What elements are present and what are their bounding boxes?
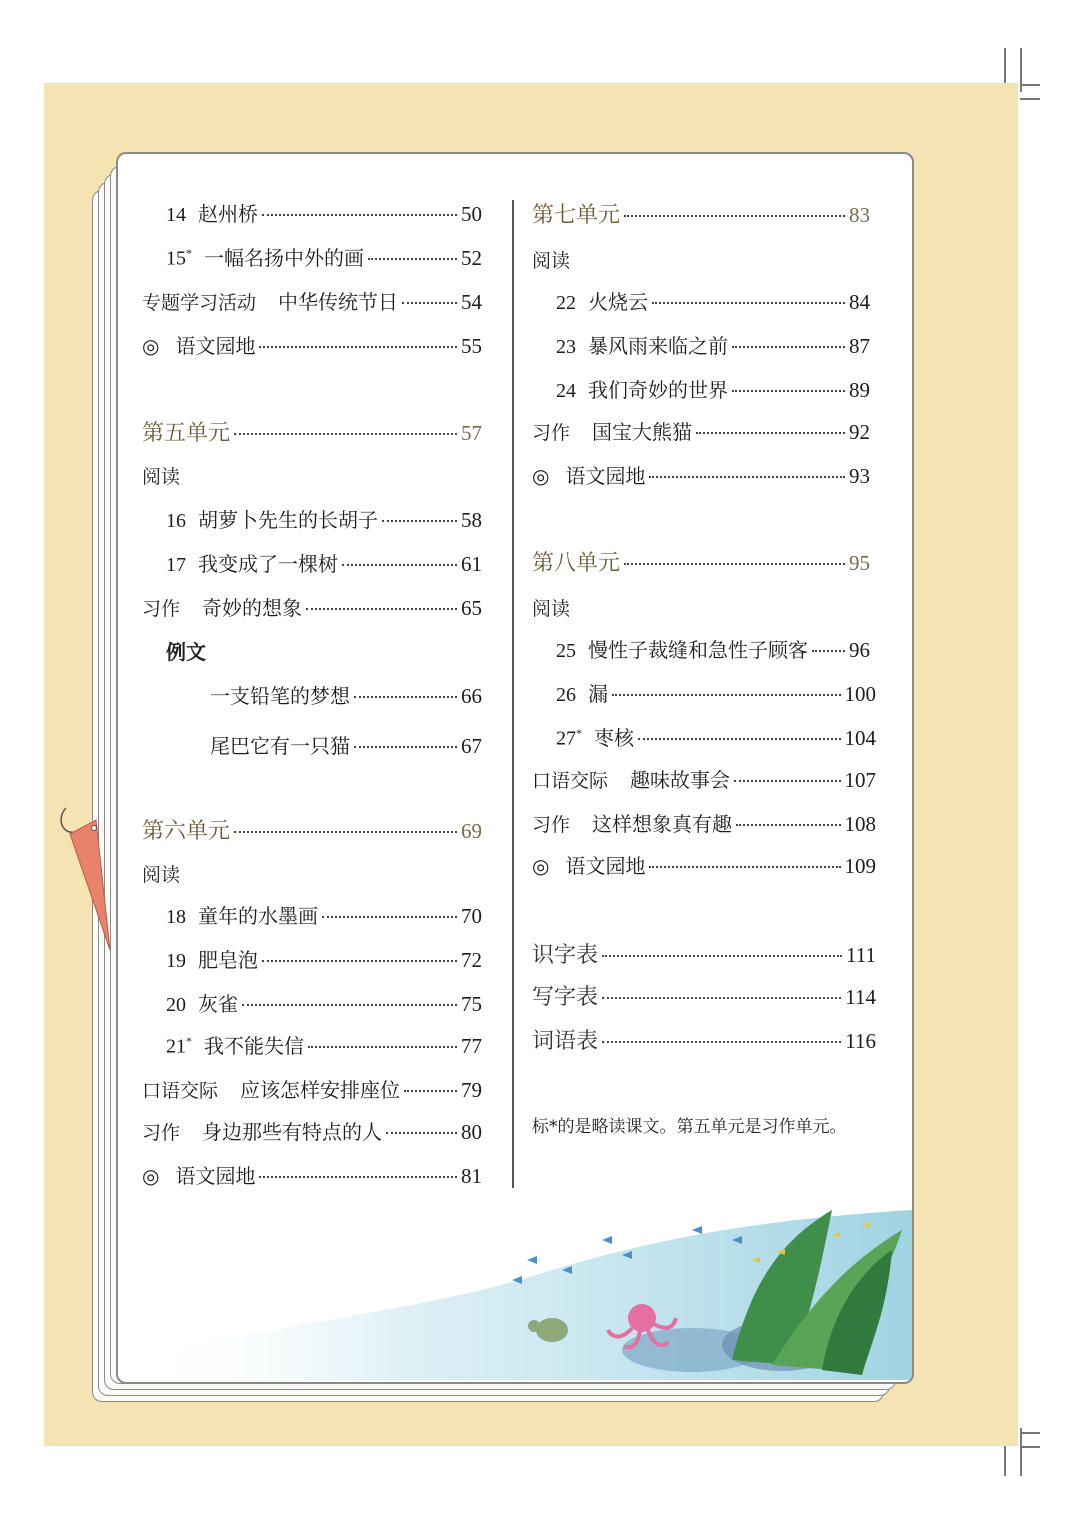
lesson-title: 暴风雨来临之前 [588,334,728,358]
skim-reading-star: * [186,246,192,261]
dot-leader [624,563,845,565]
lesson-title: 一幅名扬中外的画 [204,246,364,270]
page-number: 54 [461,290,482,314]
reading-label: 阅读 [142,864,181,886]
page-number: 67 [461,734,482,758]
unit-heading[interactable] [142,814,482,848]
page-number: 93 [849,464,870,488]
page-number: 84 [849,290,870,314]
appendix-title: 写字表 [532,985,599,1010]
lesson-number: 16 [166,510,186,532]
dot-leader [234,831,457,833]
crop-mark [1020,1446,1040,1448]
page-number: 114 [845,985,876,1009]
page-number: 72 [461,948,482,972]
bookmark-ribbon [56,800,116,960]
dot-leader [308,1046,457,1048]
dot-leader [234,433,457,435]
crop-mark [1020,1432,1040,1434]
toc-entry[interactable] [532,808,876,842]
page-number: 77 [461,1034,482,1058]
double-circle-icon: ◎ [142,1164,160,1188]
section-title: 国宝大熊猫 [592,420,693,444]
lesson-title: 漏 [588,682,608,706]
unit-title: 第五单元 [142,421,231,446]
page-number: 96 [849,638,870,662]
lesson-number: 24 [556,380,576,402]
appendix-title: 识字表 [532,943,599,968]
dot-leader [354,696,457,698]
dot-leader [624,215,845,217]
lesson-number: 26 [556,684,576,706]
lesson-number: 27* [556,726,582,750]
page-number: 109 [844,854,876,878]
lesson-title: 赵州桥 [198,202,258,226]
dot-leader [382,520,457,522]
unit-title: 第八单元 [532,551,621,576]
page-number: 66 [461,684,482,708]
appendix-entry[interactable] [532,1024,876,1058]
unit-heading[interactable] [532,546,870,580]
page-number: 55 [461,334,482,358]
page-number: 83 [849,203,870,227]
toc-entry[interactable] [556,722,876,756]
section-title: 趣味故事会 [630,768,731,792]
section-title: 语文园地 [565,464,646,488]
page-number: 107 [844,768,876,792]
toc-entry[interactable] [142,286,482,320]
footnote: 标*的是略读课文。第五单元是习作单元。 [532,1117,847,1137]
toc-entry[interactable] [210,680,482,714]
dot-leader [386,1132,457,1134]
dot-leader [734,780,840,782]
toc-entry[interactable] [210,730,482,764]
page-number: 104 [844,726,876,750]
toc-entry[interactable] [532,460,870,494]
page-number: 89 [849,378,870,402]
section-title: 语文园地 [565,854,646,878]
toc-entry[interactable] [166,988,482,1022]
dot-leader [602,955,842,957]
unit-heading[interactable] [532,198,870,232]
section-title: 这样想象真有趣 [592,812,733,836]
section-title: 身边那些有特点的人 [202,1120,383,1144]
dot-leader [368,258,457,260]
section-category: 习作 [142,598,181,620]
dot-leader [602,997,841,999]
crop-mark [1020,98,1040,100]
skim-reading-star: * [576,726,582,741]
double-circle-icon: ◎ [532,464,550,488]
lesson-number: 25 [556,640,576,662]
dot-leader [262,960,457,962]
section-category: 习作 [142,1122,181,1144]
dot-leader [242,1004,457,1006]
toc-entry[interactable] [532,416,870,450]
toc-entry[interactable] [556,330,870,364]
lesson-number: 14 [166,204,186,226]
toc-entry[interactable] [532,764,876,798]
lesson-number: 18 [166,906,186,928]
example-label: 例文 [166,640,206,664]
page-number: 92 [849,420,870,444]
dot-leader [732,390,845,392]
dot-leader [812,650,845,652]
dot-leader [602,1041,841,1043]
page-number: 95 [849,551,870,575]
page-number: 100 [844,682,876,706]
section-title: 奇妙的想象 [202,596,303,620]
toc-entry[interactable] [166,548,482,582]
lesson-number: 22 [556,292,576,314]
toc-entry[interactable] [556,634,870,668]
section-category: 习作 [532,814,571,836]
page-number: 65 [461,596,482,620]
toc-entry[interactable] [556,286,870,320]
page-number: 69 [461,819,482,843]
example-title: 一支铅笔的梦想 [210,684,350,708]
dot-leader [736,824,840,826]
page-number: 108 [844,812,876,836]
page-number: 50 [461,202,482,226]
lesson-number: 21* [166,1034,192,1058]
double-circle-icon: ◎ [142,334,160,358]
toc-entry[interactable] [142,592,482,626]
page-number: 81 [461,1164,482,1188]
example-title: 尾巴它有一只猫 [210,734,350,758]
unit-heading[interactable] [142,416,482,450]
crop-mark [1020,1428,1022,1476]
toc-entry[interactable] [166,900,482,934]
page-number: 61 [461,552,482,576]
page-number: 116 [845,1029,876,1053]
toc-entry[interactable] [142,1074,482,1108]
dot-leader [259,1176,457,1178]
unit-title: 第七单元 [532,203,621,228]
section-category: 口语交际 [142,1080,219,1102]
crop-mark [1020,84,1040,86]
dot-leader [649,866,840,868]
toc-entry[interactable] [142,1160,482,1194]
dot-leader [404,1090,457,1092]
page-number: 70 [461,904,482,928]
appendix-title: 词语表 [532,1029,599,1054]
toc-entry[interactable] [142,1116,482,1150]
dot-leader [652,302,845,304]
toc-entry[interactable] [556,678,876,712]
page-number: 79 [461,1078,482,1102]
toc-entry[interactable] [556,374,870,408]
reading-label: 阅读 [532,598,571,620]
dot-leader [402,302,457,304]
page-number: 58 [461,508,482,532]
lesson-number: 15* [166,246,192,270]
section-title: 语文园地 [175,1164,256,1188]
dot-leader [259,346,457,348]
dot-leader [732,346,845,348]
lesson-title: 胡萝卜先生的长胡子 [198,508,378,532]
section-title: 中华传统节日 [278,290,399,314]
dot-leader [322,916,457,918]
appendix-entry[interactable] [532,938,876,972]
page-number: 111 [846,943,876,967]
column-divider [512,200,514,1188]
dot-leader [612,694,841,696]
dot-leader [638,738,841,740]
dot-leader [649,476,845,478]
dot-leader [696,432,845,434]
appendix-entry[interactable] [532,980,876,1014]
toc-entry[interactable] [166,944,482,978]
double-circle-icon: ◎ [532,854,550,878]
page-number: 52 [461,246,482,270]
lesson-title: 火烧云 [588,290,648,314]
lesson-number: 23 [556,336,576,358]
unit-title: 第六单元 [142,819,231,844]
page-number: 75 [461,992,482,1016]
section-category: 口语交际 [532,770,609,792]
section-title: 应该怎样安排座位 [240,1078,401,1102]
lesson-number: 19 [166,950,186,972]
toc-entry[interactable] [532,850,876,884]
section-title: 语文园地 [175,334,256,358]
toc-entry[interactable] [166,504,482,538]
lesson-title: 我不能失信 [204,1034,304,1058]
lesson-title: 肥皂泡 [198,948,258,972]
toc-entry[interactable] [166,1030,482,1064]
page-number: 57 [461,421,482,445]
reading-label: 阅读 [532,250,571,272]
toc-entry[interactable] [166,198,482,232]
dot-leader [354,746,457,748]
dot-leader [306,608,457,610]
lesson-title: 慢性子裁缝和急性子顾客 [588,638,808,662]
page-number: 87 [849,334,870,358]
lesson-number: 20 [166,994,186,1016]
section-category: 专题学习活动 [142,292,257,314]
section-category: 习作 [532,422,571,444]
lesson-title: 我们奇妙的世界 [588,378,728,402]
ocean-illustration [132,1200,912,1380]
lesson-number: 17 [166,554,186,576]
lesson-title: 童年的水墨画 [198,904,318,928]
dot-leader [342,564,457,566]
lesson-title: 我变成了一棵树 [198,552,338,576]
dot-leader [262,214,457,216]
skim-reading-star: * [186,1034,192,1049]
toc-entry[interactable] [166,242,482,276]
reading-label: 阅读 [142,466,181,488]
lesson-title: 灰雀 [198,992,238,1016]
page-number: 80 [461,1120,482,1144]
lesson-title: 枣核 [594,726,634,750]
toc-entry[interactable] [142,330,482,364]
